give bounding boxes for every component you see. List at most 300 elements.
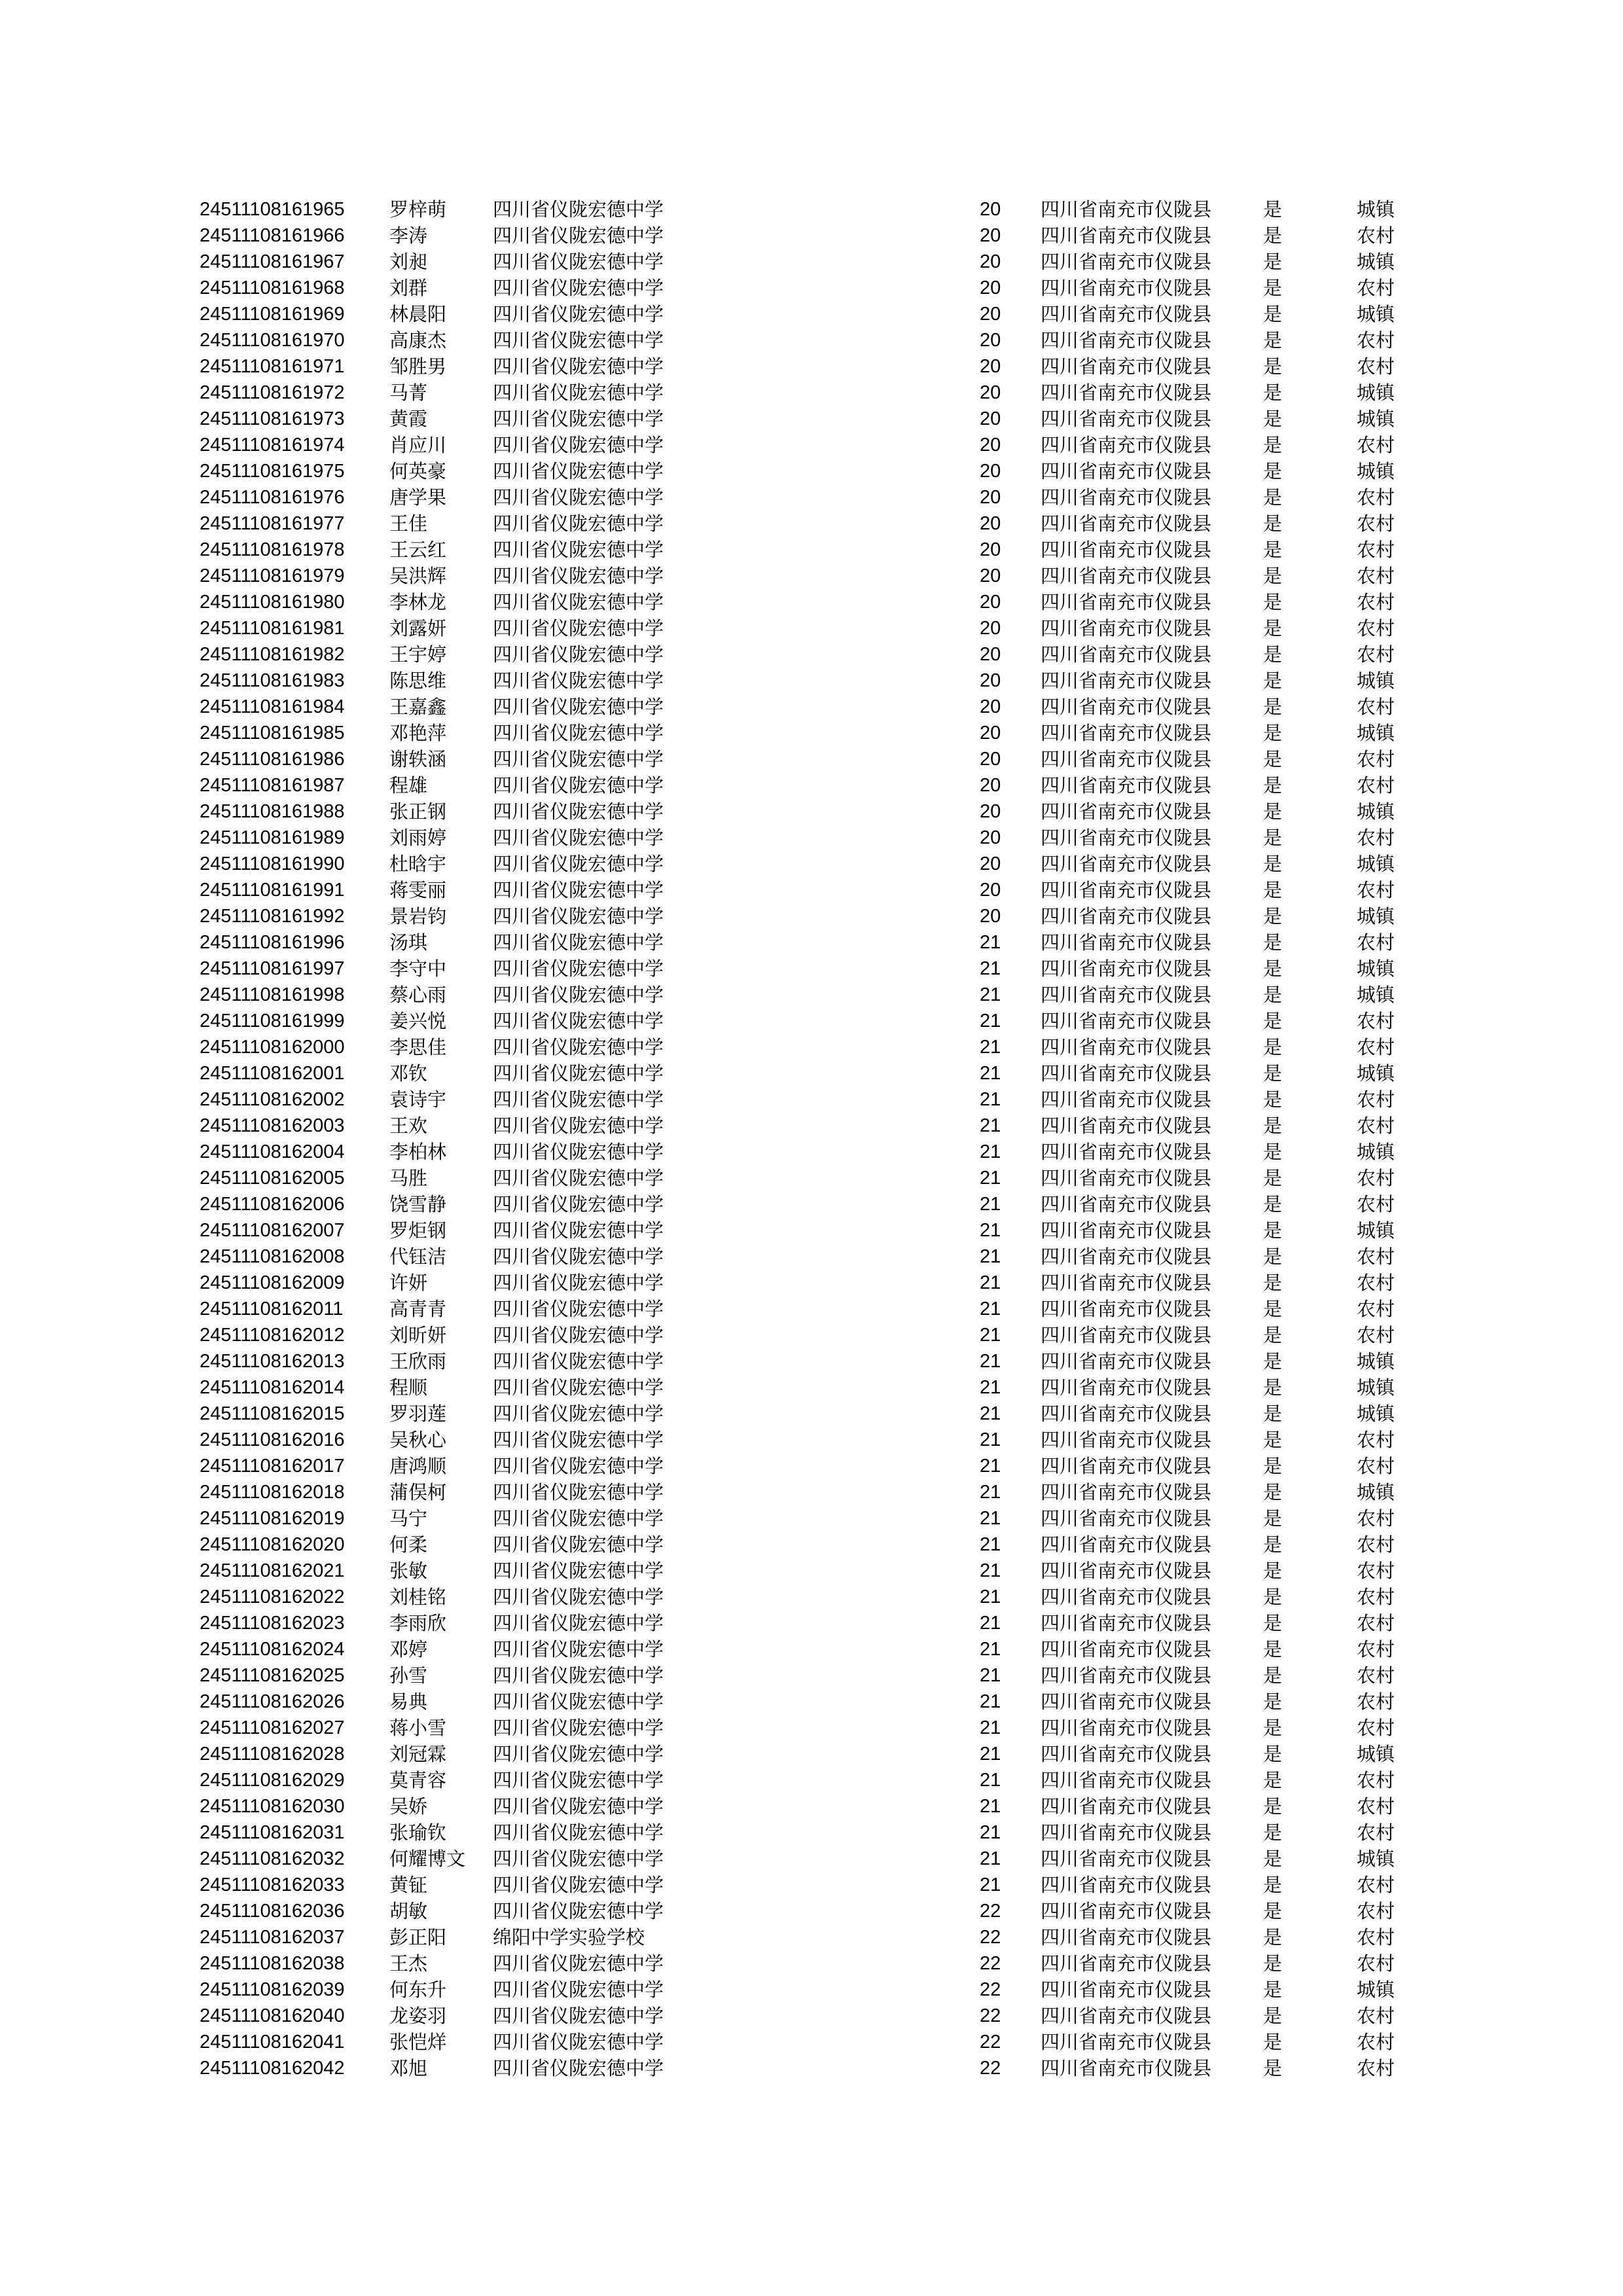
student-id-cell: 24511108162014	[200, 1377, 345, 1398]
school-cell: 四川省仪陇宏德中学	[493, 1429, 664, 1451]
school-cell: 四川省仪陇宏德中学	[493, 1141, 664, 1163]
student-name-cell: 许妍	[389, 1272, 428, 1294]
school-cell: 四川省仪陇宏德中学	[493, 1769, 664, 1791]
school-cell: 四川省仪陇宏德中学	[493, 198, 664, 221]
student-id-cell: 24511108161976	[200, 487, 345, 508]
table-row	[0, 249, 1623, 275]
address-cell: 四川省南充市仪陇县	[1041, 617, 1212, 639]
school-cell: 四川省仪陇宏德中学	[493, 329, 664, 351]
address-cell: 四川省南充市仪陇县	[1041, 1638, 1212, 1660]
address-cell: 四川省南充市仪陇县	[1041, 1979, 1212, 2001]
school-cell: 四川省仪陇宏德中学	[493, 434, 664, 456]
student-name-cell: 莫青容	[389, 1769, 447, 1791]
area-type-cell: 城镇	[1357, 408, 1395, 430]
age-cell: 21	[980, 1482, 1001, 1503]
student-name-cell: 王云红	[389, 539, 447, 561]
school-cell: 四川省仪陇宏德中学	[493, 958, 664, 980]
flag-cell: 是	[1263, 1193, 1283, 1215]
student-name-cell: 王宇婷	[389, 643, 447, 666]
flag-cell: 是	[1263, 1010, 1283, 1032]
address-cell: 四川省南充市仪陇县	[1041, 1743, 1212, 1765]
student-id-cell: 24511108162027	[200, 1717, 345, 1738]
address-cell: 四川省南充市仪陇县	[1041, 1141, 1212, 1163]
age-cell: 21	[980, 1848, 1001, 1869]
student-name-cell: 罗梓萌	[389, 198, 447, 221]
student-id-cell: 24511108162018	[200, 1482, 345, 1503]
student-name-cell: 高康杰	[389, 329, 447, 351]
school-cell: 四川省仪陇宏德中学	[493, 512, 664, 535]
student-name-cell: 吴秋心	[389, 1429, 447, 1451]
school-cell: 四川省仪陇宏德中学	[493, 748, 664, 770]
table-row	[0, 2055, 1623, 2081]
student-id-cell: 24511108162011	[200, 1299, 344, 1319]
student-id-cell: 24511108162009	[200, 1272, 345, 1293]
student-id-cell: 24511108162000	[200, 1037, 345, 1058]
age-cell: 21	[980, 1587, 1001, 1607]
table-row	[0, 1950, 1623, 1977]
area-type-cell: 农村	[1357, 277, 1395, 299]
student-id-cell: 24511108162028	[200, 1744, 345, 1765]
age-cell: 21	[980, 1089, 1001, 1110]
area-type-cell: 农村	[1357, 1298, 1395, 1320]
age-cell: 21	[980, 1011, 1001, 1031]
student-name-cell: 林晨阳	[389, 303, 447, 325]
flag-cell: 是	[1263, 643, 1283, 666]
address-cell: 四川省南充市仪陇县	[1041, 565, 1212, 587]
table-row	[0, 2003, 1623, 2029]
table-row	[0, 223, 1623, 249]
student-name-cell: 吴娇	[389, 1795, 428, 1818]
student-name-cell: 刘雨婷	[389, 827, 447, 849]
school-cell: 四川省仪陇宏德中学	[493, 774, 664, 797]
address-cell: 四川省南充市仪陇县	[1041, 1769, 1212, 1791]
student-id-cell: 24511108162006	[200, 1194, 345, 1215]
area-type-cell: 城镇	[1357, 460, 1395, 482]
address-cell: 四川省南充市仪陇县	[1041, 670, 1212, 692]
area-type-cell: 农村	[1357, 1874, 1395, 1896]
age-cell: 21	[980, 1351, 1001, 1372]
flag-cell: 是	[1263, 879, 1283, 901]
school-cell: 四川省仪陇宏德中学	[493, 1534, 664, 1556]
address-cell: 四川省南充市仪陇县	[1041, 1874, 1212, 1896]
area-type-cell: 农村	[1357, 774, 1395, 797]
area-type-cell: 农村	[1357, 696, 1395, 718]
age-cell: 22	[980, 1979, 1001, 2000]
school-cell: 四川省仪陇宏德中学	[493, 1272, 664, 1294]
age-cell: 21	[980, 1299, 1001, 1319]
student-id-cell: 24511108162031	[200, 1822, 345, 1843]
student-id-cell: 24511108162041	[200, 2032, 345, 2053]
address-cell: 四川省南充市仪陇县	[1041, 1534, 1212, 1556]
address-cell: 四川省南充市仪陇县	[1041, 1350, 1212, 1372]
address-cell: 四川省南充市仪陇县	[1041, 1664, 1212, 1687]
school-cell: 四川省仪陇宏德中学	[493, 1219, 664, 1242]
student-id-cell: 24511108162020	[200, 1534, 345, 1555]
student-id-cell: 24511108162019	[200, 1508, 345, 1529]
flag-cell: 是	[1263, 1848, 1283, 1870]
student-name-cell: 马宁	[389, 1507, 428, 1530]
area-type-cell: 农村	[1357, 879, 1395, 901]
table-row	[0, 1715, 1623, 1741]
table-row	[0, 380, 1623, 406]
flag-cell: 是	[1263, 617, 1283, 639]
school-cell: 四川省仪陇宏德中学	[493, 1324, 664, 1346]
address-cell: 四川省南充市仪陇县	[1041, 1795, 1212, 1818]
flag-cell: 是	[1263, 1560, 1283, 1582]
area-type-cell: 农村	[1357, 827, 1395, 849]
flag-cell: 是	[1263, 1376, 1283, 1399]
table-row	[0, 327, 1623, 353]
flag-cell: 是	[1263, 591, 1283, 613]
age-cell: 21	[980, 1639, 1001, 1660]
school-cell: 四川省仪陇宏德中学	[493, 1193, 664, 1215]
area-type-cell: 农村	[1357, 591, 1395, 613]
school-cell: 四川省仪陇宏德中学	[493, 1664, 664, 1687]
student-id-cell: 24511108162036	[200, 1901, 345, 1922]
student-id-cell: 24511108162015	[200, 1403, 345, 1424]
age-cell: 20	[980, 592, 1001, 613]
student-name-cell: 李林龙	[389, 591, 447, 613]
address-cell: 四川省南充市仪陇县	[1041, 1612, 1212, 1634]
address-cell: 四川省南充市仪陇县	[1041, 643, 1212, 666]
area-type-cell: 农村	[1357, 1534, 1395, 1556]
student-id-cell: 24511108162025	[200, 1665, 345, 1686]
flag-cell: 是	[1263, 1717, 1283, 1739]
address-cell: 四川省南充市仪陇县	[1041, 591, 1212, 613]
area-type-cell: 农村	[1357, 1036, 1395, 1058]
flag-cell: 是	[1263, 1036, 1283, 1058]
school-cell: 四川省仪陇宏德中学	[493, 565, 664, 587]
address-cell: 四川省南充市仪陇县	[1041, 1586, 1212, 1608]
student-id-cell: 24511108162007	[200, 1220, 345, 1241]
school-cell: 四川省仪陇宏德中学	[493, 984, 664, 1006]
school-cell: 四川省仪陇宏德中学	[493, 1246, 664, 1268]
student-id-cell: 24511108161981	[200, 618, 345, 639]
student-id-cell: 24511108161996	[200, 932, 345, 953]
student-name-cell: 张敏	[389, 1560, 428, 1582]
school-cell: 四川省仪陇宏德中学	[493, 2005, 664, 2027]
student-id-cell: 24511108162030	[200, 1796, 345, 1817]
age-cell: 21	[980, 1246, 1001, 1267]
student-id-cell: 24511108161982	[200, 644, 345, 665]
flag-cell: 是	[1263, 329, 1283, 351]
age-cell: 20	[980, 435, 1001, 456]
flag-cell: 是	[1263, 1141, 1283, 1163]
student-id-cell: 24511108162042	[200, 2058, 345, 2079]
flag-cell: 是	[1263, 224, 1283, 247]
flag-cell: 是	[1263, 1612, 1283, 1634]
table-row	[0, 1689, 1623, 1715]
flag-cell: 是	[1263, 1769, 1283, 1791]
area-type-cell: 农村	[1357, 355, 1395, 378]
age-cell: 21	[980, 1560, 1001, 1581]
area-type-cell: 农村	[1357, 617, 1395, 639]
area-type-cell: 城镇	[1357, 984, 1395, 1006]
flag-cell: 是	[1263, 408, 1283, 430]
flag-cell: 是	[1263, 460, 1283, 482]
table-row	[0, 1139, 1623, 1165]
flag-cell: 是	[1263, 774, 1283, 797]
student-name-cell: 邓婷	[389, 1638, 428, 1660]
table-row	[0, 1217, 1623, 1244]
flag-cell: 是	[1263, 1952, 1283, 1975]
student-id-cell: 24511108161978	[200, 539, 345, 560]
age-cell: 20	[980, 853, 1001, 874]
table-row	[0, 1270, 1623, 1296]
student-name-cell: 杜晗宇	[389, 853, 447, 875]
student-name-cell: 高青青	[389, 1298, 447, 1320]
table-row	[0, 1610, 1623, 1636]
student-name-cell: 邓旭	[389, 2057, 428, 2079]
area-type-cell: 农村	[1357, 1507, 1395, 1530]
age-cell: 20	[980, 461, 1001, 482]
student-name-cell: 邓艳萍	[389, 722, 447, 744]
address-cell: 四川省南充市仪陇县	[1041, 800, 1212, 823]
address-cell: 四川省南充市仪陇县	[1041, 1455, 1212, 1477]
student-name-cell: 蒋小雪	[389, 1717, 447, 1739]
school-cell: 四川省仪陇宏德中学	[493, 539, 664, 561]
table-row	[0, 851, 1623, 877]
age-cell: 21	[980, 1665, 1001, 1686]
student-name-cell: 代钰洁	[389, 1246, 447, 1268]
student-id-cell: 24511108162021	[200, 1560, 345, 1581]
address-cell: 四川省南充市仪陇县	[1041, 198, 1212, 221]
area-type-cell: 城镇	[1357, 722, 1395, 744]
student-name-cell: 谢轶涵	[389, 748, 447, 770]
table-row	[0, 511, 1623, 537]
student-id-cell: 24511108161999	[200, 1011, 345, 1031]
flag-cell: 是	[1263, 800, 1283, 823]
table-row	[0, 1767, 1623, 1793]
address-cell: 四川省南充市仪陇县	[1041, 1088, 1212, 1111]
flag-cell: 是	[1263, 1455, 1283, 1477]
school-cell: 四川省仪陇宏德中学	[493, 696, 664, 718]
flag-cell: 是	[1263, 512, 1283, 535]
table-row	[0, 1505, 1623, 1532]
address-cell: 四川省南充市仪陇县	[1041, 905, 1212, 927]
age-cell: 21	[980, 1770, 1001, 1791]
table-row	[0, 1086, 1623, 1113]
flag-cell: 是	[1263, 1821, 1283, 1844]
student-name-cell: 马胜	[389, 1167, 428, 1189]
student-id-cell: 24511108162038	[200, 1953, 345, 1974]
area-type-cell: 农村	[1357, 2057, 1395, 2079]
flag-cell: 是	[1263, 1429, 1283, 1451]
area-type-cell: 农村	[1357, 1115, 1395, 1137]
table-row	[0, 1427, 1623, 1453]
student-id-cell: 24511108162005	[200, 1168, 345, 1189]
student-name-cell: 唐鸿顺	[389, 1455, 447, 1477]
student-id-cell: 24511108161980	[200, 592, 345, 613]
school-cell: 四川省仪陇宏德中学	[493, 2057, 664, 2079]
age-cell: 20	[980, 775, 1001, 796]
student-id-cell: 24511108161991	[200, 880, 345, 901]
age-cell: 22	[980, 1927, 1001, 1948]
school-cell: 四川省仪陇宏德中学	[493, 1507, 664, 1530]
address-cell: 四川省南充市仪陇县	[1041, 408, 1212, 430]
address-cell: 四川省南充市仪陇县	[1041, 1900, 1212, 1922]
age-cell: 20	[980, 801, 1001, 822]
school-cell: 四川省仪陇宏德中学	[493, 1376, 664, 1399]
area-type-cell: 农村	[1357, 1926, 1395, 1948]
address-cell: 四川省南充市仪陇县	[1041, 2005, 1212, 2027]
area-type-cell: 农村	[1357, 1769, 1395, 1791]
school-cell: 四川省仪陇宏德中学	[493, 382, 664, 404]
student-name-cell: 刘露妍	[389, 617, 447, 639]
table-row	[0, 1584, 1623, 1610]
address-cell: 四川省南充市仪陇县	[1041, 224, 1212, 247]
address-cell: 四川省南充市仪陇县	[1041, 1507, 1212, 1530]
student-id-cell: 24511108162017	[200, 1456, 345, 1477]
flag-cell: 是	[1263, 905, 1283, 927]
flag-cell: 是	[1263, 382, 1283, 404]
table-row	[0, 641, 1623, 668]
school-cell: 四川省仪陇宏德中学	[493, 1979, 664, 2001]
age-cell: 21	[980, 1534, 1001, 1555]
student-id-cell: 24511108162040	[200, 2005, 345, 2026]
student-name-cell: 罗羽莲	[389, 1403, 447, 1425]
student-id-cell: 24511108161969	[200, 304, 345, 325]
address-cell: 四川省南充市仪陇县	[1041, 958, 1212, 980]
age-cell: 21	[980, 1613, 1001, 1634]
school-cell: 四川省仪陇宏德中学	[493, 1821, 664, 1844]
address-cell: 四川省南充市仪陇县	[1041, 1691, 1212, 1713]
table-row	[0, 301, 1623, 327]
address-cell: 四川省南充市仪陇县	[1041, 1062, 1212, 1085]
flag-cell: 是	[1263, 670, 1283, 692]
age-cell: 21	[980, 984, 1001, 1005]
address-cell: 四川省南充市仪陇县	[1041, 303, 1212, 325]
area-type-cell: 城镇	[1357, 1979, 1395, 2001]
flag-cell: 是	[1263, 1403, 1283, 1425]
age-cell: 20	[980, 670, 1001, 691]
flag-cell: 是	[1263, 853, 1283, 875]
table-row	[0, 956, 1623, 982]
school-cell: 四川省仪陇宏德中学	[493, 2031, 664, 2053]
area-type-cell: 农村	[1357, 1900, 1395, 1922]
school-cell: 四川省仪陇宏德中学	[493, 1481, 664, 1503]
flag-cell: 是	[1263, 486, 1283, 509]
age-cell: 22	[980, 2058, 1001, 2079]
area-type-cell: 城镇	[1357, 1743, 1395, 1765]
flag-cell: 是	[1263, 1874, 1283, 1896]
address-cell: 四川省南充市仪陇县	[1041, 853, 1212, 875]
area-type-cell: 农村	[1357, 1612, 1395, 1634]
school-cell: 四川省仪陇宏德中学	[493, 1560, 664, 1582]
table-row	[0, 563, 1623, 589]
table-row	[0, 694, 1623, 720]
table-row	[0, 929, 1623, 956]
address-cell: 四川省南充市仪陇县	[1041, 1926, 1212, 1948]
address-cell: 四川省南充市仪陇县	[1041, 1272, 1212, 1294]
school-cell: 四川省仪陇宏德中学	[493, 1455, 664, 1477]
student-name-cell: 袁诗宇	[389, 1088, 447, 1111]
table-row	[0, 1296, 1623, 1322]
school-cell: 四川省仪陇宏德中学	[493, 1403, 664, 1425]
address-cell: 四川省南充市仪陇县	[1041, 1115, 1212, 1137]
student-id-cell: 24511108161973	[200, 408, 345, 429]
address-cell: 四川省南充市仪陇县	[1041, 460, 1212, 482]
school-cell: 四川省仪陇宏德中学	[493, 617, 664, 639]
age-cell: 21	[980, 1456, 1001, 1477]
student-id-cell: 24511108162026	[200, 1691, 345, 1712]
area-type-cell: 城镇	[1357, 1848, 1395, 1870]
student-id-cell: 24511108161988	[200, 801, 345, 822]
student-name-cell: 景岩钧	[389, 905, 447, 927]
student-name-cell: 王佳	[389, 512, 428, 535]
table-row	[0, 825, 1623, 851]
student-id-cell: 24511108161984	[200, 696, 345, 717]
area-type-cell: 农村	[1357, 224, 1395, 247]
area-type-cell: 城镇	[1357, 1403, 1395, 1425]
address-cell: 四川省南充市仪陇县	[1041, 1429, 1212, 1451]
table-row	[0, 1008, 1623, 1034]
student-name-cell: 彭正阳	[389, 1926, 447, 1948]
table-row	[0, 798, 1623, 825]
school-cell: 绵阳中学实验学校	[493, 1926, 645, 1948]
table-row	[0, 1532, 1623, 1558]
age-cell: 20	[980, 487, 1001, 508]
student-id-cell: 24511108161998	[200, 984, 345, 1005]
flag-cell: 是	[1263, 1664, 1283, 1687]
age-cell: 20	[980, 827, 1001, 848]
student-id-cell: 24511108162039	[200, 1979, 345, 2000]
flag-cell: 是	[1263, 539, 1283, 561]
area-type-cell: 城镇	[1357, 670, 1395, 692]
flag-cell: 是	[1263, 1350, 1283, 1372]
student-name-cell: 饶雪静	[389, 1193, 447, 1215]
student-name-cell: 王欣雨	[389, 1350, 447, 1372]
table-row	[0, 1636, 1623, 1662]
student-id-cell: 24511108162008	[200, 1246, 345, 1267]
age-cell: 21	[980, 958, 1001, 979]
student-id-cell: 24511108161997	[200, 958, 345, 979]
area-type-cell: 城镇	[1357, 853, 1395, 875]
table-row	[0, 1113, 1623, 1139]
student-name-cell: 蔡心雨	[389, 984, 447, 1006]
student-name-cell: 龙姿羽	[389, 2005, 447, 2027]
student-id-cell: 24511108162004	[200, 1141, 345, 1162]
age-cell: 20	[980, 225, 1001, 246]
school-cell: 四川省仪陇宏德中学	[493, 1298, 664, 1320]
student-id-cell: 24511108161970	[200, 330, 345, 351]
area-type-cell: 城镇	[1357, 198, 1395, 221]
student-id-cell: 24511108161987	[200, 775, 345, 796]
address-cell: 四川省南充市仪陇县	[1041, 1010, 1212, 1032]
student-name-cell: 邹胜男	[389, 355, 447, 378]
flag-cell: 是	[1263, 2057, 1283, 2079]
address-cell: 四川省南充市仪陇县	[1041, 251, 1212, 273]
area-type-cell: 农村	[1357, 748, 1395, 770]
student-name-cell: 王杰	[389, 1952, 428, 1975]
student-name-cell: 何东升	[389, 1979, 447, 2001]
table-row	[0, 275, 1623, 301]
address-cell: 四川省南充市仪陇县	[1041, 1717, 1212, 1739]
table-row	[0, 903, 1623, 929]
flag-cell: 是	[1263, 1534, 1283, 1556]
age-cell: 21	[980, 1691, 1001, 1712]
table-row	[0, 720, 1623, 746]
area-type-cell: 农村	[1357, 329, 1395, 351]
table-row	[0, 1401, 1623, 1427]
flag-cell: 是	[1263, 1586, 1283, 1608]
student-name-cell: 刘群	[389, 277, 428, 299]
area-type-cell: 农村	[1357, 1952, 1395, 1975]
flag-cell: 是	[1263, 748, 1283, 770]
flag-cell: 是	[1263, 277, 1283, 299]
age-cell: 21	[980, 1063, 1001, 1084]
area-type-cell: 农村	[1357, 1691, 1395, 1713]
